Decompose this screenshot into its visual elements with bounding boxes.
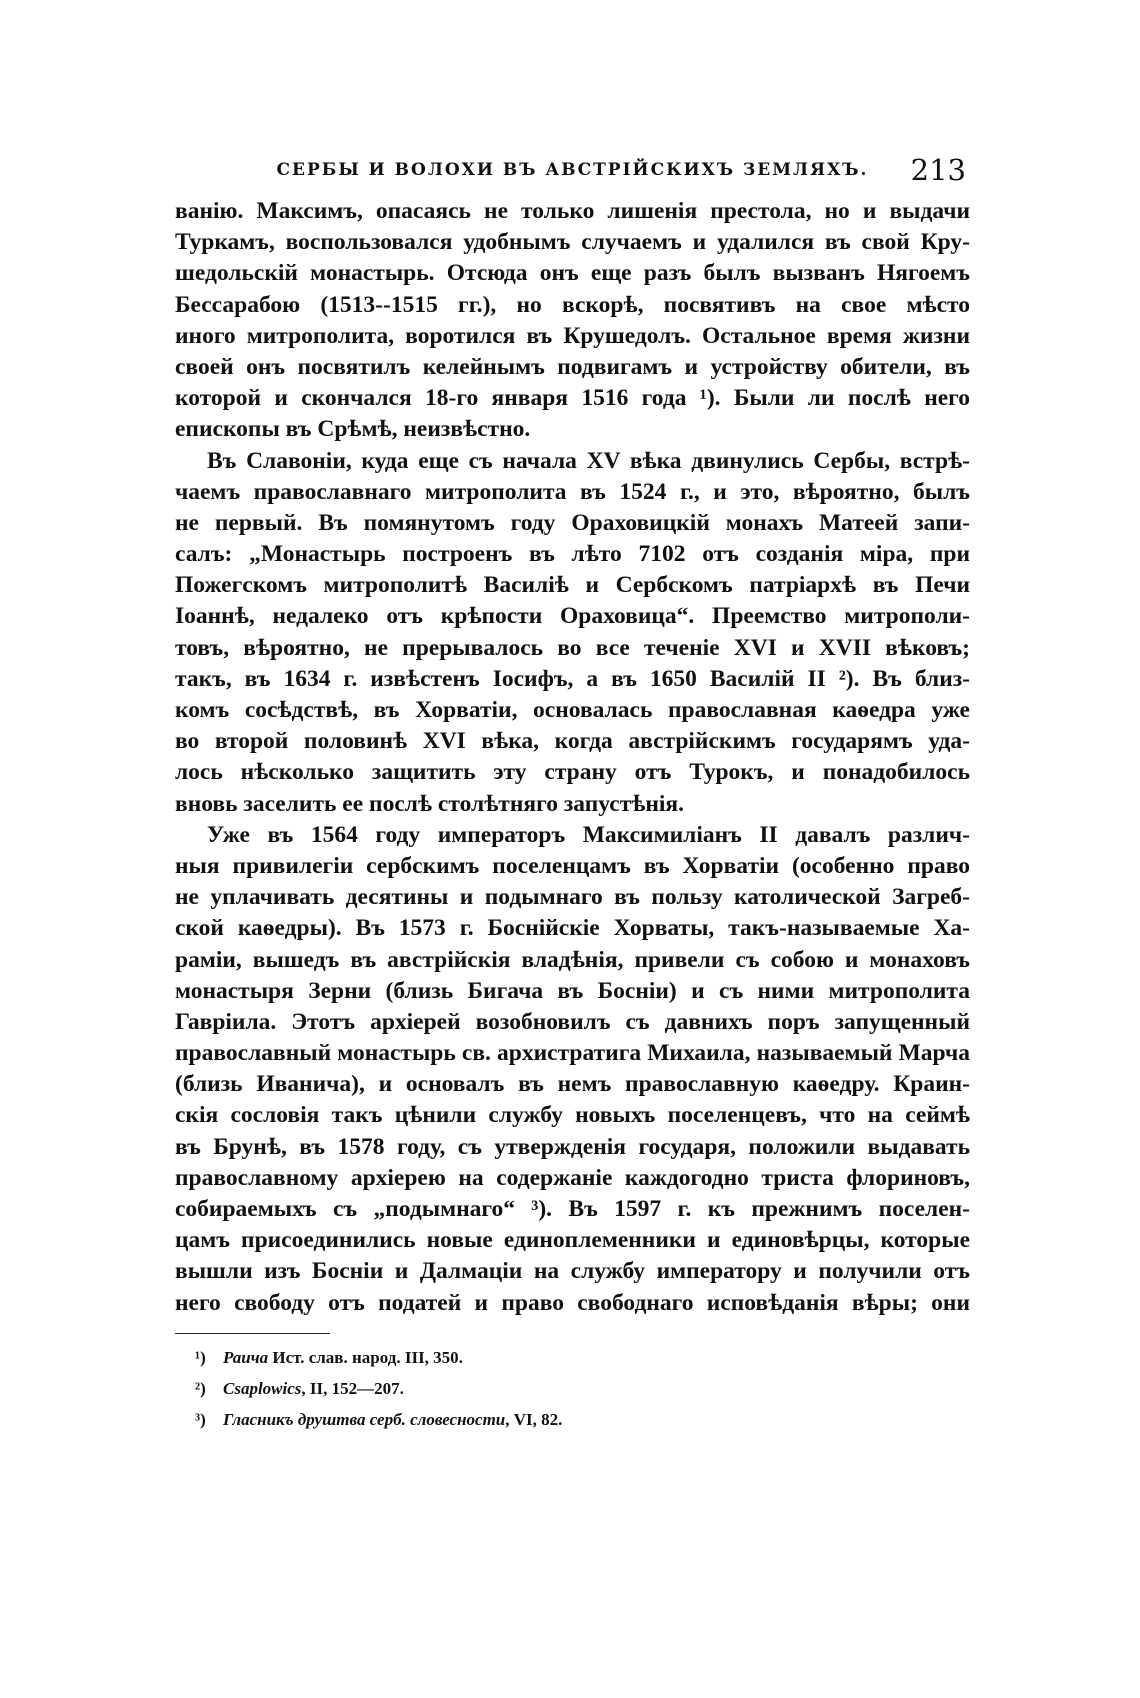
text-line: Въ Славоніи, куда еще съ начала XV вѣка двинулись Сербы, встрѣ- [207,447,970,474]
text-line: монастыря Зерни (близь Бигача въ Босніи) и съ ними митрополита [175,977,970,1004]
text-line: Бессарабою (1513-‑1515 гг.), но вскорѣ, посвятивъ на свое мѣсто [175,291,970,318]
text-line: скія сословія такъ цѣнили службу новыхъ поселенцевъ, что на сеймѣ [175,1102,970,1129]
footnote-marker: ¹) [195,1347,206,1367]
running-title: СЕРБЫ И ВОЛОХИ ВЪ АВСТРІЙСКИХЪ ЗЕМЛЯХЪ. [276,160,869,180]
text-line: лось нѣсколько защитить эту страну отъ Турокъ, и понадобилось [175,759,970,786]
footnote-marker: ³) [195,1409,206,1429]
text-line: цамъ присоединились новые единоплеменники и единовѣрцы, которые [175,1227,970,1254]
book-page [175,148,970,1435]
text-line: Пожегскомъ митрополитѣ Василіѣ и Сербскомъ патріархѣ въ Печи [175,572,970,599]
footnote-source: Гласникъ друштва серб. словесности [223,1409,506,1429]
text-line: не первый. Въ помянутомъ году Ораховицкій монахъ Матеей запи- [175,509,970,536]
footnote-detail: , II, 152—207. [301,1378,404,1398]
text-line: православный монастырь св. архистратига Михаила, называемый Марча [175,1040,970,1067]
text-line: ванію. Максимъ, опасаясь не только лишенія престола, но и выдачи [175,198,970,224]
text-line: которой и скончался 18-го января 1516 года ¹). Были ли послѣ него [175,385,970,412]
text-line: товъ, вѣроятно, не прерывалось во все теченіе XVI и XVII вѣковъ; [175,634,970,661]
text-line: Гавріила. Этотъ архіерей возобновилъ съ давнихъ поръ запущенный [175,1008,970,1035]
text-line: чаемъ православнаго митрополита въ 1524 г., и это, вѣроятно, былъ [175,478,970,505]
footnote-detail: , VI, 82. [505,1409,563,1429]
text-line: раміи, вышедъ въ австрійскія владѣнія, привели съ собою и монаховъ [175,946,970,973]
text-line: Іоаннѣ, недалеко отъ крѣпости Ораховица“. Преемство митрополи- [175,603,970,630]
footnote [175,1342,970,1373]
text-line: комъ сосѣдствѣ, въ Хорватіи, основалась православная каѳедра уже [175,697,970,723]
text-line: вышли изъ Босніи и Далмаціи на службу императору и получили отъ [175,1258,970,1285]
footnote-detail: Ист. слав. народ. III, 350. [268,1347,463,1367]
footnotes [175,1342,970,1435]
footnote-marker: ²) [195,1378,206,1398]
text-line: ской каѳедры). Въ 1573 г. Боснійскіе Хорваты, такъ-называемые Ха- [175,915,970,942]
footnote [175,1373,970,1404]
text-line: (близь Иванича), и основалъ въ немъ православную каѳедру. Краин- [175,1071,970,1098]
text-line: ныя привилегіи сербскимъ поселенцамъ въ Хорватіи (особенно право [175,852,970,879]
text-line: вновь заселить ее послѣ столѣтняго запустѣнія. [175,790,685,817]
text-line: епископы въ Срѣмѣ, неизвѣстно. [175,416,531,443]
text-line: шедольскій монастырь. Отсюда онъ еще разъ былъ вызванъ Нягоемъ [175,260,970,287]
text-line: него свободу отъ податей и право свободнаго исповѣданія вѣры; они [175,1289,970,1316]
text-line: такъ, въ 1634 г. извѣстенъ Іосифъ, а въ 1650 Василій II ²). Въ близ- [175,665,970,692]
body-text [175,196,970,1319]
text-line: въ Брунѣ, въ 1578 году, съ утвержденія государя, положили выдавать [175,1133,970,1160]
text-line: салъ: „Монастырь построенъ въ лѣто 7102 отъ созданія міра, при [175,541,970,568]
text-line: православному архіерею на содержаніе каждогодно триста флориновъ, [175,1164,970,1191]
footnote-divider [175,1333,330,1334]
text-line: собираемыхъ съ „подымнаго“ ³). Въ 1597 г. къ прежнимъ поселен- [175,1196,970,1222]
text-line: своей онъ посвятилъ келейнымъ подвигамъ и устройству обители, въ [175,353,970,380]
running-head [175,148,970,192]
text-line: во второй половинѣ XVI вѣка, когда австрійскимъ государямъ уда- [175,728,970,755]
footnote [175,1404,970,1435]
footnote-source: Csaplowics [223,1378,302,1398]
text-line: иного митрополита, воротился въ Крушедолъ. Остальное время жизни [175,322,970,349]
page-number: 213 [910,153,966,187]
text-line: не уплачивать десятины и подымнаго въ пользу католической Загреб- [175,884,970,911]
text-line: Туркамъ, воспользовался удобнымъ случаемъ и удалился въ свой Кру- [175,229,970,256]
footnote-source: Раича [223,1347,269,1367]
text-line: Уже въ 1564 году императоръ Максимиліанъ II давалъ различ- [207,821,970,848]
